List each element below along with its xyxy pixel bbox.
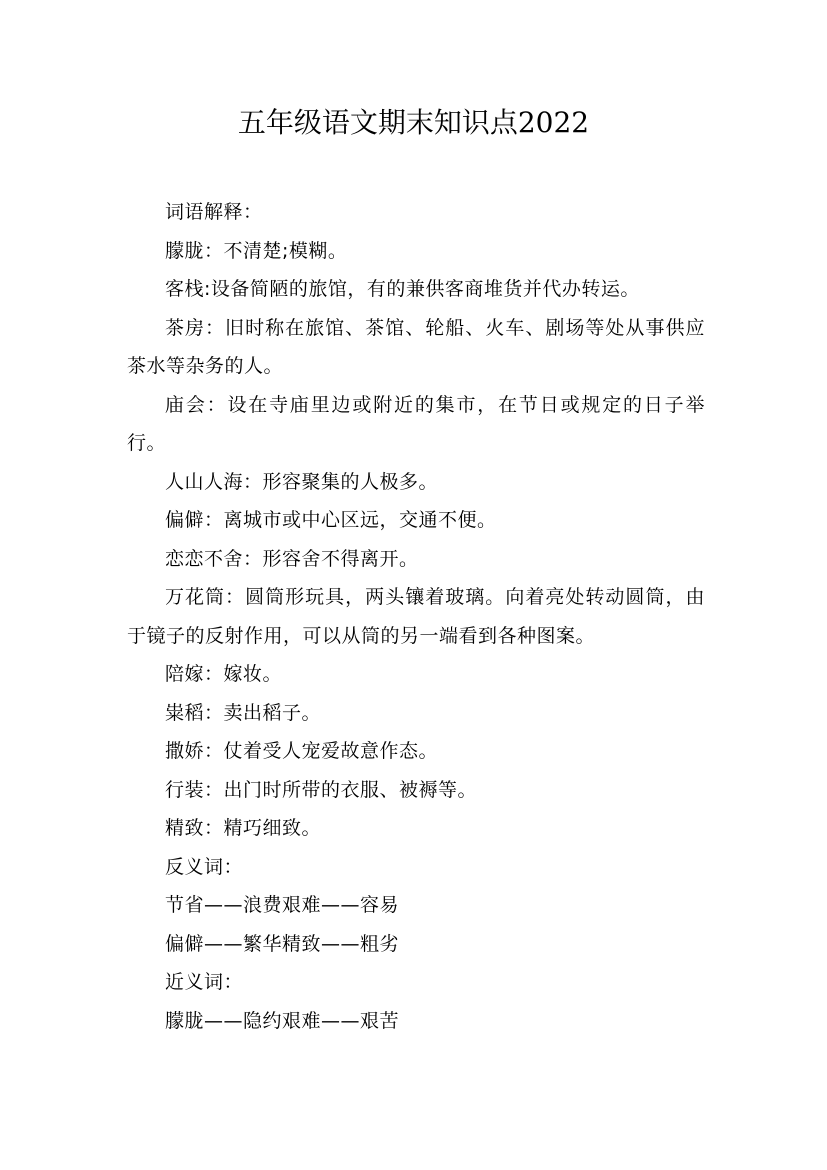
paragraph-definition: 粜稻：卖出稻子。	[165, 701, 322, 724]
paragraph-definition: 人山人海：形容聚集的人极多。	[165, 470, 439, 493]
paragraph-antonym-pairs: 节省——浪费艰难——容易	[165, 894, 400, 916]
paragraph-definition: 陪嫁：嫁妆。	[165, 663, 283, 685]
paragraph-definition: 万花筒：圆筒形玩具，两头镶着玻璃。向着亮处转动圆筒，由于镜子的反射作用，可以从筒的另一端看到各种图案。	[127, 586, 705, 647]
paragraph-definition: 精致：精巧细致。	[165, 817, 322, 839]
paragraph-definition: 朦胧：不清楚;模糊。	[165, 239, 348, 262]
document-body	[127, 193, 705, 1040]
paragraph-section-heading-antonyms: 反义词：	[165, 855, 244, 878]
paragraph-definition: 庙会：设在寺庙里边或附近的集市，在节日或规定的日子举行。	[127, 393, 705, 454]
paragraph-definition: 茶房：旧时称在旅馆、茶馆、轮船、火车、剧场等处从事供应茶水等杂务的人。	[127, 316, 705, 377]
paragraph-section-heading-definitions: 词语解释：	[165, 201, 263, 223]
paragraph-definition: 恋恋不舍：形容舍不得离开。	[165, 547, 419, 570]
paragraph-definition: 客栈:设备简陋的旅馆，有的兼供客商堆货并代办转运。	[165, 278, 640, 300]
paragraph-antonym-pairs: 偏僻——繁华精致——粗劣	[165, 932, 400, 955]
paragraph-definition: 偏僻：离城市或中心区远，交通不便。	[165, 509, 497, 531]
paragraph-synonym-pairs: 朦胧——隐约艰难——艰苦	[165, 1009, 400, 1032]
document-title: 五年级语文期末知识点2022	[237, 106, 590, 139]
paragraph-definition: 撒娇：仗着受人宠爱故意作态。	[165, 740, 439, 762]
paragraph-section-heading-synonyms: 近义词：	[165, 971, 244, 993]
paragraph-definition: 行装：出门时所带的衣服、被褥等。	[165, 778, 478, 801]
